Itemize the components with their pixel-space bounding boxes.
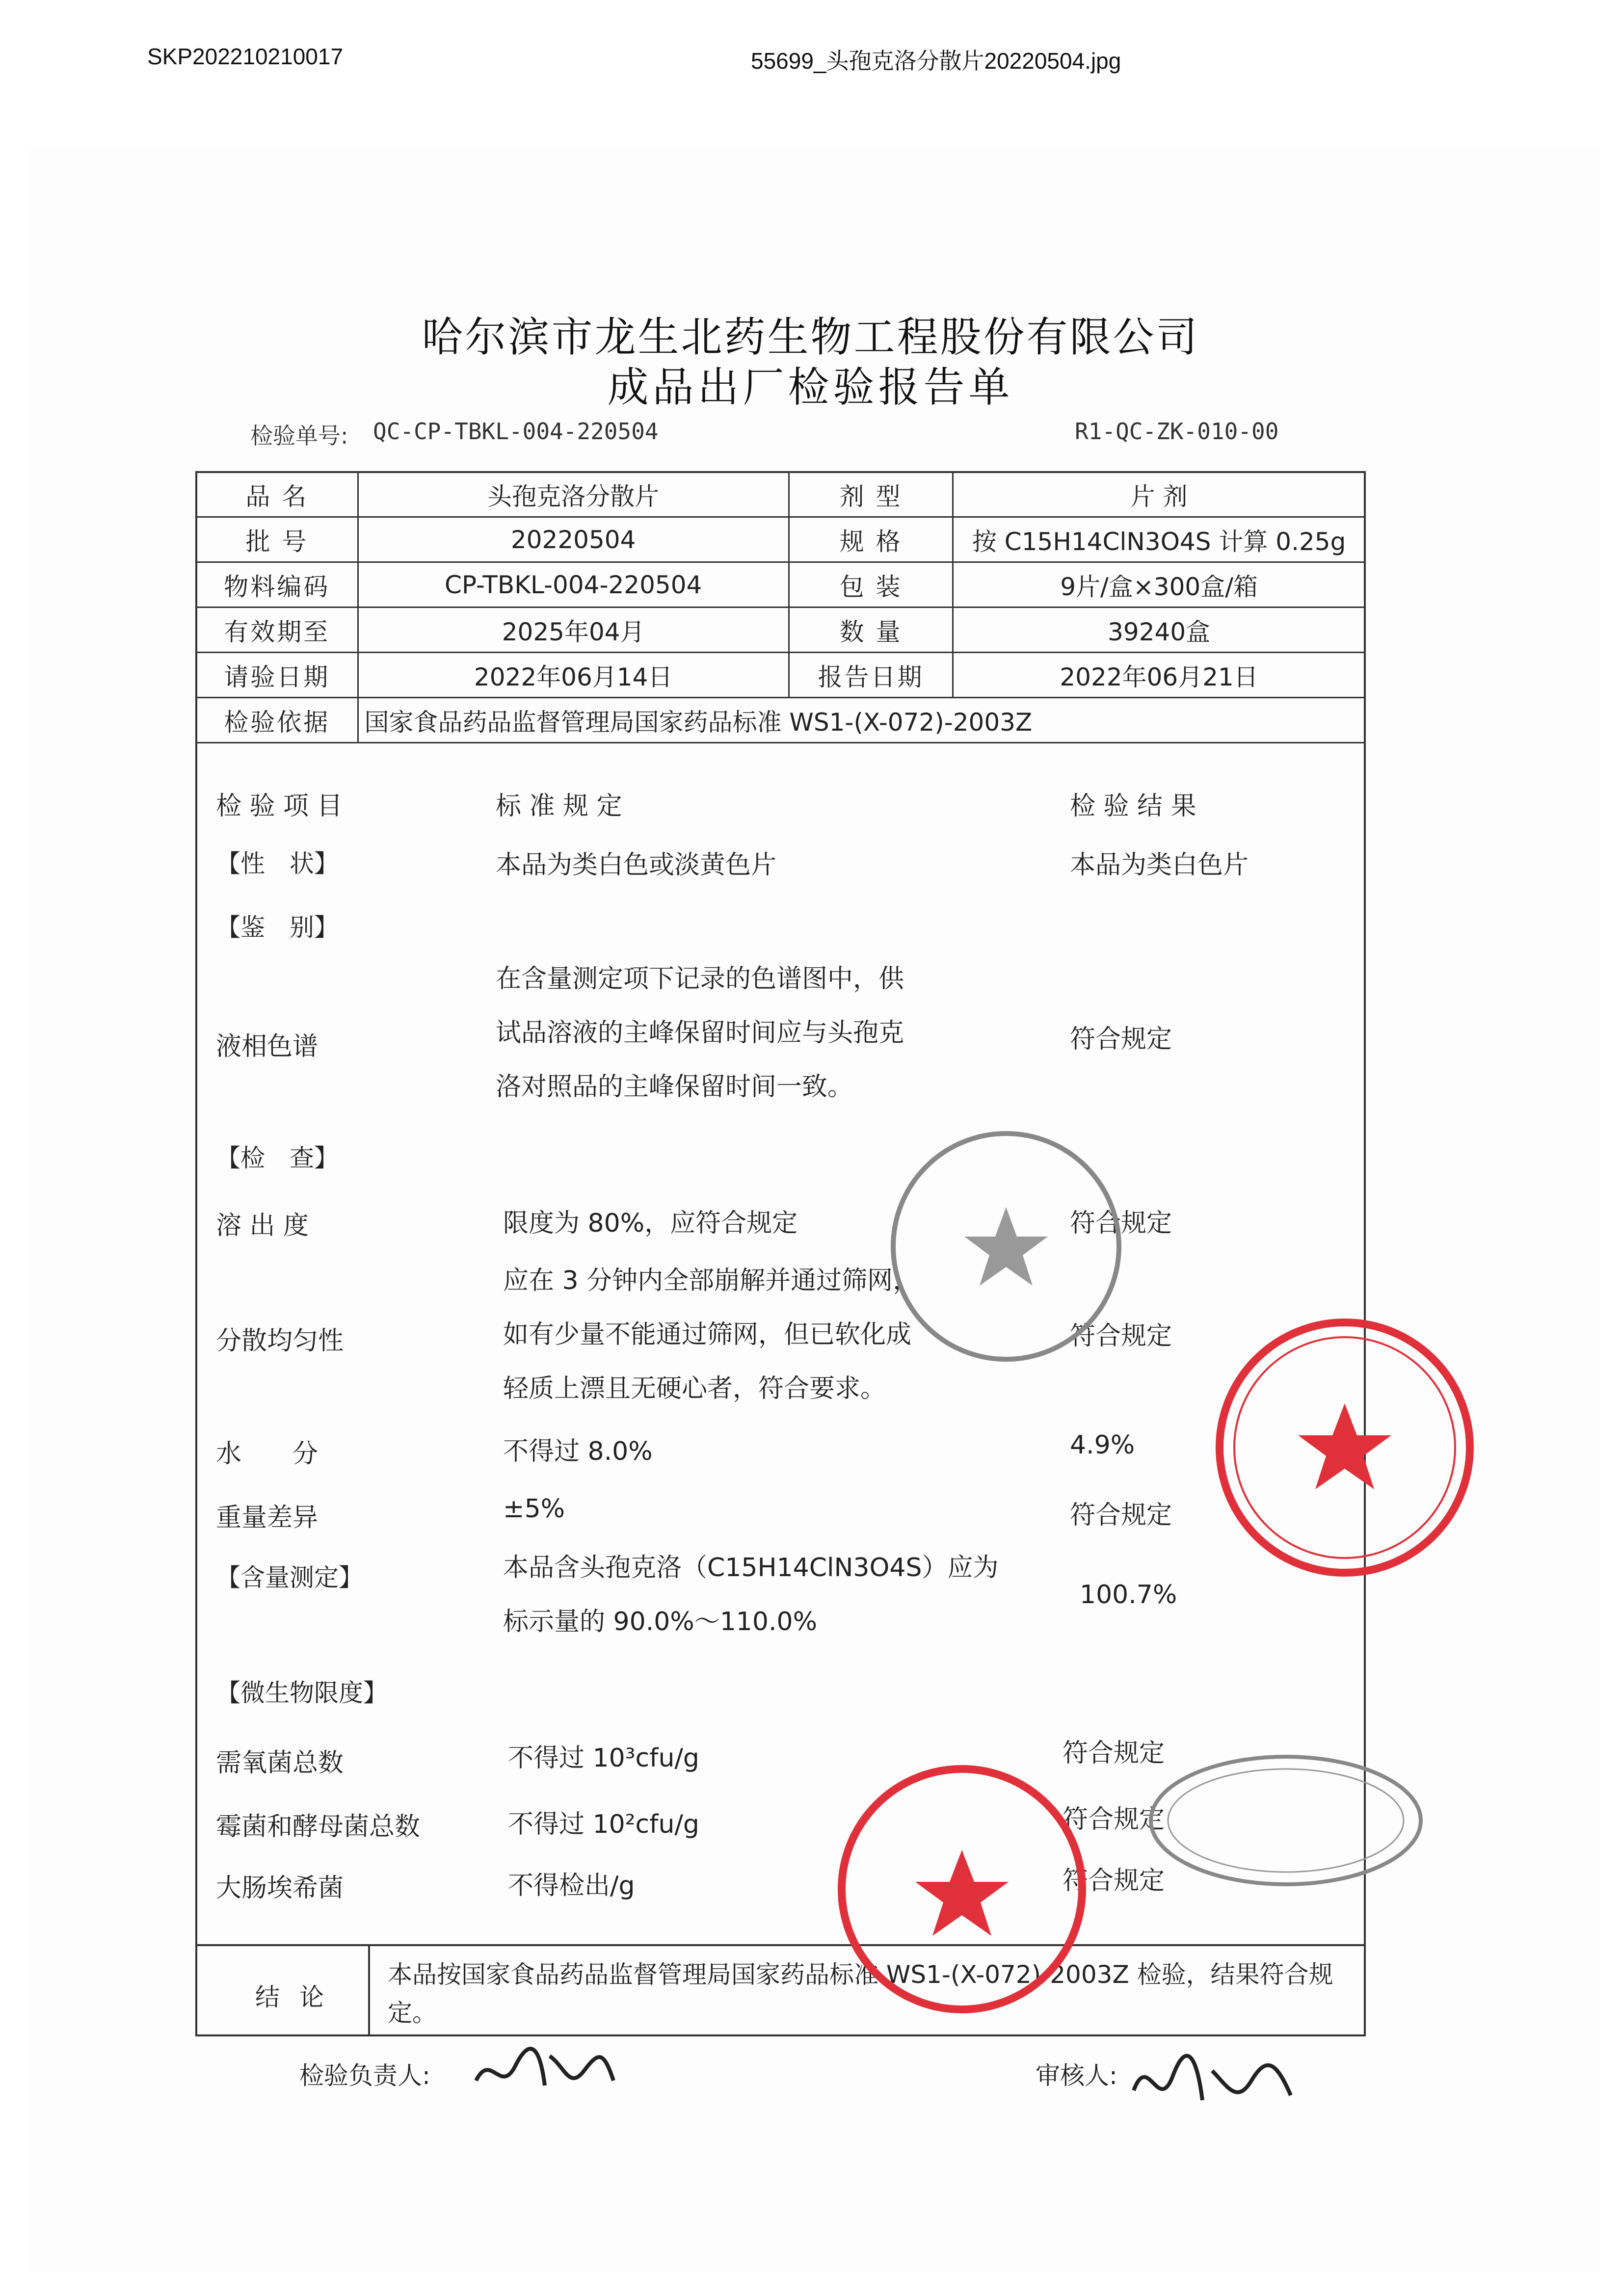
section-character: 【性 状】	[216, 849, 339, 878]
quantity: 39240盒	[953, 607, 1365, 653]
hplc-name: 液相色谱	[216, 1032, 319, 1061]
water-name: 水 分	[216, 1439, 319, 1469]
conclusion-divider	[368, 1944, 370, 2036]
table-row	[196, 607, 1365, 653]
company-name: 哈尔滨市龙生北药生物工程股份有限公司	[422, 313, 1199, 361]
assay-standard: 本品含头孢克洛（C15H14ClN3O4S）应为 标示量的 90.0%～110.0%	[503, 1553, 999, 1636]
stamp-sichuan	[1207, 1310, 1482, 1585]
report-date: 2022年06月21日	[953, 653, 1365, 698]
ecoli-standard: 不得检出/g	[508, 1871, 635, 1900]
conclusion-text: 本品按国家食品药品监督管理局国家药品标准 WS1-(X-072)-2003Z 检验，结果符合规定。	[388, 1960, 1333, 2027]
weight-standard: ±5%	[503, 1494, 565, 1524]
package-label: 包 装	[789, 562, 953, 607]
dispersion-name: 分散均匀性	[216, 1326, 344, 1356]
dispersion-result: 符合规定	[1070, 1321, 1172, 1351]
batch-label: 批 号	[196, 517, 358, 562]
section-microbial: 【微生物限度】	[216, 1679, 388, 1707]
request-date: 2022年06月14日	[358, 653, 789, 698]
report-date-label: 报告日期	[789, 653, 953, 698]
character-result: 本品为类白色片	[1070, 850, 1249, 880]
col-standard: 标 准 规 定	[496, 792, 622, 821]
report-no-label: 检验单号:	[250, 422, 348, 449]
specification: 按 C15H14ClN3O4S 计算 0.25g	[953, 517, 1365, 562]
dosage-form: 片 剂	[953, 472, 1365, 517]
mold-result: 符合规定	[1063, 1805, 1165, 1834]
aerobic-result: 符合规定	[1063, 1739, 1165, 1768]
hplc-result: 符合规定	[1070, 1025, 1172, 1054]
table-row	[196, 472, 1365, 517]
assay-result: 100.7%	[1080, 1580, 1177, 1610]
stamp-xianda	[824, 1757, 1099, 2022]
dissolution-standard: 限度为 80%，应符合规定	[503, 1209, 798, 1238]
scan-header-left: SKP202210210017	[147, 44, 344, 69]
batch-number: 20220504	[358, 517, 789, 562]
hplc-standard: 在含量测定项下记录的色谱图中，供 试品溶液的主峰保留时间应与头孢克 洛对照品的主峰保留时间一致。	[496, 964, 904, 1102]
reviewer-label: 审核人:	[1036, 2061, 1117, 2090]
water-result: 4.9%	[1070, 1430, 1135, 1460]
mold-standard: 不得过 10²cfu/g	[508, 1810, 699, 1839]
stamp-inspection	[1143, 1747, 1428, 1894]
product-name-label: 品 名	[196, 472, 358, 517]
inspection-basis: 国家食品药品监督管理局国家药品标准 WS1-(X-072)-2003Z	[358, 698, 1365, 743]
water-standard: 不得过 8.0%	[503, 1437, 653, 1466]
inspector-signature	[471, 2036, 618, 2105]
material-label: 物料编码	[196, 562, 358, 607]
col-item: 检 验 项 目	[216, 792, 343, 821]
mold-name: 霉菌和酵母菌总数	[216, 1812, 421, 1842]
material-code: CP-TBKL-004-220504	[358, 562, 789, 607]
dissolution-name: 溶 出 度	[216, 1211, 309, 1240]
col-result: 检 验 结 果	[1070, 792, 1196, 821]
info-table	[195, 471, 1366, 743]
aerobic-standard: 不得过 10³cfu/g	[508, 1743, 699, 1773]
table-row	[196, 698, 1365, 743]
product-name: 头孢克洛分散片	[358, 472, 789, 517]
table-row	[196, 517, 1365, 562]
dispersion-standard: 应在 3 分钟内全部崩解并通过筛网， 如有少量不能通过筛网，但已软化成 轻质上漂且无硬心者，符合要求。	[503, 1266, 919, 1403]
report-title: 成品出厂检验报告单	[607, 363, 1014, 411]
dissolution-result: 符合规定	[1070, 1209, 1172, 1238]
package: 9片/盒×300盒/箱	[953, 562, 1365, 607]
table-row	[196, 653, 1365, 698]
weight-result: 符合规定	[1070, 1501, 1172, 1530]
table-row	[196, 562, 1365, 607]
dosage-form-label: 剂 型	[789, 472, 953, 517]
report-no: QC-CP-TBKL-004-220504	[373, 418, 659, 445]
stamp-jilin	[878, 1124, 1134, 1369]
section-identification: 【鉴 别】	[216, 913, 339, 942]
request-date-label: 请验日期	[196, 653, 358, 698]
expiry-date: 2025年04月	[358, 607, 789, 653]
basis-label: 检验依据	[196, 698, 358, 743]
expiry-label: 有效期至	[196, 607, 358, 653]
section-assay: 【含量测定】	[216, 1563, 363, 1592]
reviewer-signature	[1124, 2041, 1301, 2120]
ecoli-name: 大肠埃希菌	[216, 1874, 344, 1903]
scan-header-right: 55699_头孢克洛分散片20220504.jpg	[751, 48, 1121, 74]
weight-name: 重量差异	[216, 1503, 319, 1532]
conclusion-label: 结论	[255, 1983, 344, 2011]
section-inspection: 【检 查】	[216, 1144, 339, 1172]
spec-label: 规 格	[789, 517, 953, 562]
inspector-label: 检验负责人:	[299, 2061, 430, 2090]
aerobic-name: 需氧菌总数	[216, 1748, 344, 1778]
form-code: R1-QC-ZK-010-00	[1075, 418, 1279, 445]
ecoli-result: 符合规定	[1063, 1866, 1165, 1896]
character-standard: 本品为类白色或淡黄色片	[496, 850, 777, 880]
quantity-label: 数 量	[789, 607, 953, 653]
